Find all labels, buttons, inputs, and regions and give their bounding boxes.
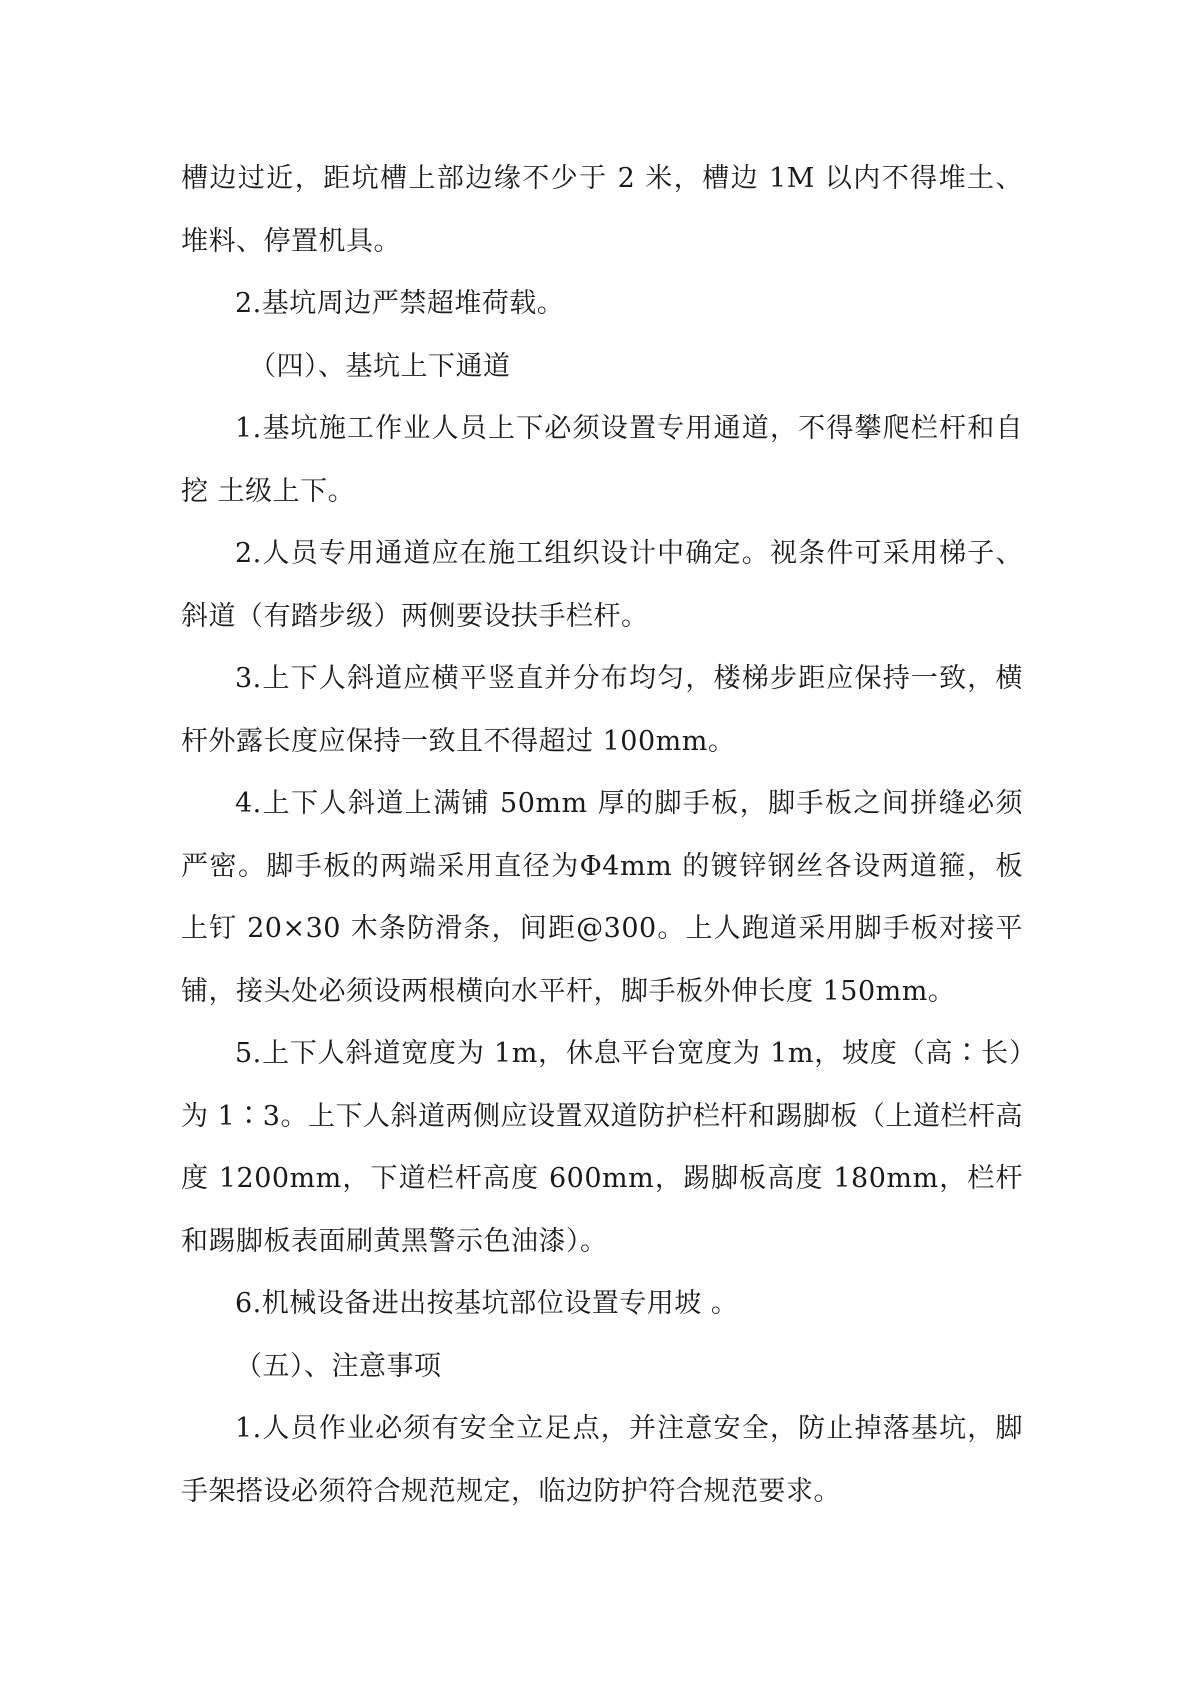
- paragraph-item-4: 4.上下人斜道上满铺 50mm 厚的脚手板，脚手板之间拼缝必须严密。脚手板的两端采用直径为Φ4mm 的镀锌钢丝各设两道箍，板上钉 20×30 木条防滑条，间距@300。上人跑道采用脚手板对接平铺，接头处必须设两根横向水平杆，脚手板外伸长度 150mm。: [181, 788, 1023, 1007]
- paragraph-item-1: 1.人员作业必须有安全立足点，并注意安全，防止掉落基坑，脚手架搭设必须符合规范规定，临边防护符合规范要求。: [181, 1413, 1023, 1507]
- paragraph-item-5: 5.上下人斜道宽度为 1m，休息平台宽度为 1m，坡度（高∶长）为 1∶3。上下人斜道两侧应设置双道防护栏杆和踢脚板（上道栏杆高度 1200mm，下道栏杆高度 600mm，踢脚板高度 180mm，栏杆和踢脚板表面刷黄黑警示色油漆）。: [181, 1038, 1023, 1257]
- paragraph-item-2: 2.基坑周边严禁超堆荷载。: [235, 288, 565, 319]
- paragraph-item-1: 1.基坑施工作业人员上下必须设置专用通道，不得攀爬栏杆和自挖 土级上下。: [181, 413, 1023, 507]
- paragraph-item-3: 3.上下人斜道应横平竖直并分布均匀，楼梯步距应保持一致，横杆外露长度应保持一致且不得超过 100mm。: [181, 663, 1023, 757]
- section-heading-4: （四）、基坑上下通道: [249, 350, 511, 382]
- document-body: [181, 148, 1023, 1523]
- paragraph-continuation: 槽边过近，距坑槽上部边缘不少于 2 米，槽边 1M 以内不得堆土、堆料、停置机具。: [181, 163, 1023, 257]
- section-heading-5: （五）、注意事项: [235, 1350, 442, 1382]
- paragraph-item-2: 2.人员专用通道应在施工组织设计中确定。视条件可采用梯子、斜道（有踏步级）两侧要设扶手栏杆。: [181, 538, 1023, 632]
- paragraph-item-6: 6.机械设备进出按基坑部位设置专用坡 。: [235, 1288, 739, 1319]
